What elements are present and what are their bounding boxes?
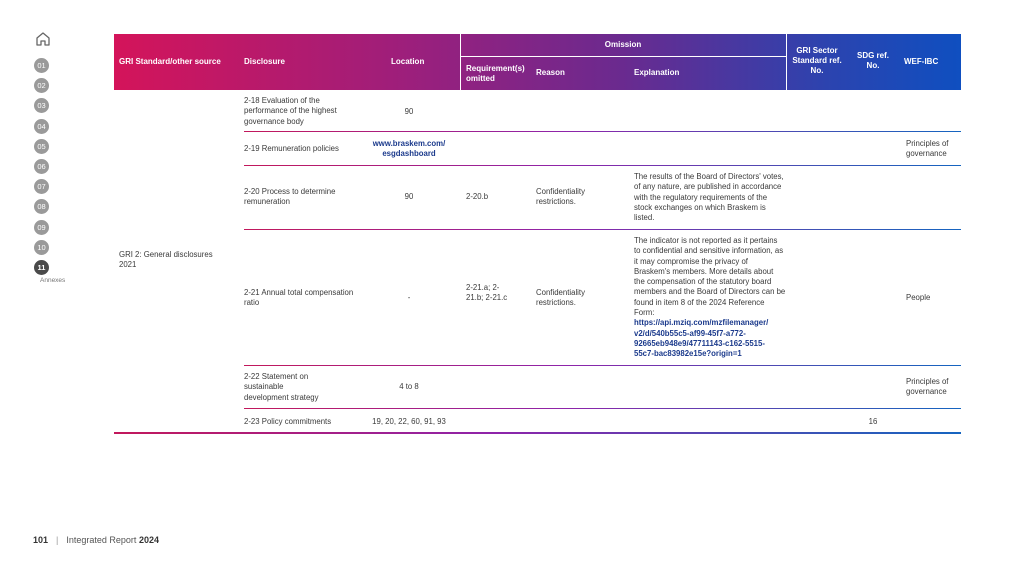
- header-gri-standard: GRI Standard/other source: [119, 57, 221, 66]
- page-footer: [33, 535, 159, 545]
- location-cell: 19, 20, 22, 60, 91, 93: [372, 417, 446, 426]
- row-separator: [244, 408, 961, 409]
- side-navigation: [33, 31, 53, 280]
- header-divider: [460, 34, 461, 90]
- wef-cell: Principles of governance: [906, 377, 949, 397]
- nav-item-06[interactable]: 06: [34, 159, 49, 174]
- header-wef: WEF-IBC: [904, 57, 939, 66]
- nav-item-10[interactable]: 10: [34, 240, 49, 255]
- nav-item-09[interactable]: 09: [34, 220, 49, 235]
- reason-cell: Confidentiality restrictions.: [536, 187, 585, 207]
- page-number: 101: [33, 535, 49, 545]
- nav-item-04[interactable]: 04: [34, 119, 49, 134]
- row-separator: [244, 365, 961, 366]
- table-bottom-border: [114, 432, 961, 434]
- disclosure-cell: 2-22 Statement on sustainable development strategy: [244, 372, 319, 402]
- gri-content-table: [114, 34, 961, 426]
- footer-divider: |: [56, 535, 59, 545]
- row-separator: [244, 229, 961, 230]
- home-icon[interactable]: [35, 31, 51, 47]
- reference-form-link[interactable]: https://api.mziq.com/mzfilemanager/ v2/d/540b55c5-af99-45f7-a772- 92665eb948e9/47711143-c162-5515- 55c7-bac83982e15e?origin=1: [634, 318, 769, 359]
- report-year: 2024: [138, 535, 159, 545]
- location-cell: 90: [404, 107, 414, 116]
- header-reason: Reason: [536, 68, 565, 77]
- header-divider: [460, 56, 786, 57]
- nav-item-11-active[interactable]: 11: [34, 260, 49, 275]
- header-omission: Omission: [604, 40, 642, 49]
- requirements-cell: 2-21.a; 2-21.b; 2-21.c: [466, 283, 508, 303]
- requirements-cell: 2-20.b: [466, 192, 489, 201]
- location-link[interactable]: www.braskem.com/ esgdashboard: [372, 139, 446, 159]
- header-disclosure: Disclosure: [244, 57, 285, 66]
- disclosure-cell: 2-23 Policy commitments: [244, 417, 332, 426]
- sdg-cell: 16: [868, 417, 878, 426]
- annexes-label: Annexes: [40, 277, 66, 284]
- group-label: GRI 2: General disclosures 2021: [119, 250, 213, 270]
- header-location: Location: [391, 57, 425, 66]
- header-gri-sector: GRI Sector Standard ref. No.: [792, 46, 842, 75]
- nav-item-02[interactable]: 02: [34, 78, 49, 93]
- disclosure-cell: 2-18 Evaluation of the performance of the highest governance body: [244, 96, 337, 126]
- nav-item-05[interactable]: 05: [34, 139, 49, 154]
- nav-item-07[interactable]: 07: [34, 179, 49, 194]
- explanation-cell: [634, 236, 786, 359]
- explanation-text: The indicator is not reported as it pertains to confidential and sensitive information, as it may compromise the privacy of Braskem's members. More details about the compensation of the statutory board members and the Board of Directors can be found in item 8 of the 2024 Reference Form:: [634, 236, 786, 317]
- header-divider: [786, 34, 787, 90]
- disclosure-cell: 2-19 Remuneration policies: [244, 144, 339, 153]
- report-name: Integrated Report: [66, 535, 137, 545]
- header-requirements: Requirement(s) omitted: [466, 64, 525, 83]
- header-explanation: Explanation: [634, 68, 680, 77]
- table-header: [114, 34, 961, 90]
- row-separator: [244, 165, 961, 166]
- location-cell: 4 to 8: [399, 382, 419, 391]
- reason-cell: Confidentiality restrictions.: [536, 288, 585, 308]
- explanation-cell: The results of the Board of Directors' votes, of any nature, are published in accordance with the regulatory requirements of the stock exchanges on which Braskem is listed.: [634, 172, 784, 223]
- nav-item-03[interactable]: 03: [34, 98, 49, 113]
- location-cell: 90: [404, 192, 414, 201]
- wef-cell: Principles of governance: [906, 139, 949, 159]
- location-cell: -: [407, 293, 411, 302]
- nav-item-08[interactable]: 08: [34, 199, 49, 214]
- disclosure-cell: 2-20 Process to determine remuneration: [244, 187, 336, 207]
- wef-cell: People: [906, 293, 931, 302]
- row-separator: [244, 131, 961, 132]
- disclosure-cell: 2-21 Annual total compensation ratio: [244, 288, 354, 308]
- header-sdg: SDG ref. No.: [856, 51, 889, 70]
- nav-item-01[interactable]: 01: [34, 58, 49, 73]
